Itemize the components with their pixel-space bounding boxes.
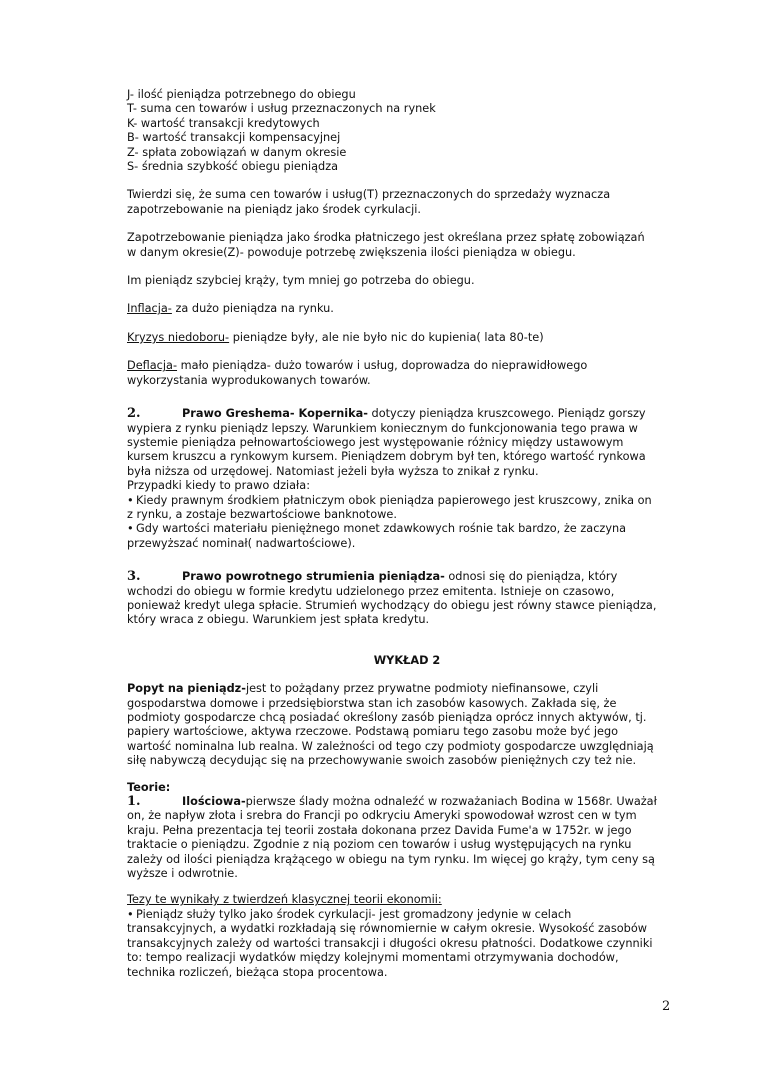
shortage-crisis-definition	[127, 331, 657, 345]
definition-item: B- wartość transakcji kompensacyjnej	[127, 131, 341, 145]
section-2	[127, 407, 657, 479]
term: Popyt na pieniądz-	[127, 682, 246, 696]
term: Deflacja-	[127, 359, 178, 373]
bullet-text: Pieniądz służy tylko jako środek cyrkulacji- jest gromadzony jedynie w celach transakcyjnych, a wydatki rozkładają się równomiernie w całym okresie. Wysokość zasobów transakcyjnych zależy od wartości transakcji i długości okresu płatności. Dodatkowe czynniki to: tempo realizacji wydatków między kolejnymi momentami otrzymywania dochodów, technika rozliczeń, bieżąca stopa procentowa.	[127, 907, 653, 979]
definition-item: S- średnia szybkość obiegu pieniądza	[127, 160, 339, 174]
theory-1	[127, 795, 657, 881]
paragraph: Zapotrzebowanie pieniądza jako środka płatniczego jest określana przez spłatę zobowiązań w danym okresie(Z)- powoduje potrzebę zwiększenia ilości pieniądza w obiegu.	[127, 231, 645, 259]
section-title: Prawo powrotnego strumienia pieniądza-	[182, 570, 445, 584]
definitions-list	[127, 88, 657, 174]
theses-label: Tezy te wynikały z twierdzeń klasycznej teorii ekonomii:	[127, 893, 442, 907]
paragraph: Im pieniądz szybciej krąży, tym mniej go potrzeba do obiegu.	[127, 274, 475, 288]
definition-item: K- wartość transakcji kredytowych	[127, 116, 320, 130]
bullet-icon: •	[127, 493, 134, 507]
bullet-item	[127, 908, 657, 980]
bullet-text: Kiedy prawnym środkiem płatniczym obok pieniądza papierowego jest kruszcowy, znika on z rynku, a zostaje bezwartościowe banknotowe.	[127, 493, 652, 521]
definition-item: T- suma cen towarów i usług przeznaczonych na rynek	[127, 102, 436, 116]
bullet-item	[127, 494, 657, 523]
section-number: 2.	[127, 406, 141, 422]
term-text: mało pieniądza- dużo towarów i usług, doprowadza do nieprawidłowego wykorzystania wyprodukowanych towarów.	[127, 359, 588, 387]
section-title: Ilościowa-	[182, 795, 246, 809]
inflation-definition	[127, 302, 657, 316]
term: Inflacja-	[127, 302, 172, 316]
term-text: pieniądze były, ale nie było nic do kupienia( lata 80-te)	[229, 330, 544, 344]
term-text: za dużo pieniądza na rynku.	[171, 302, 334, 316]
deflation-definition	[127, 359, 657, 388]
lecture-heading: WYKŁAD 2	[373, 653, 441, 667]
section-number: 1.	[127, 794, 141, 810]
bullet-item	[127, 522, 657, 551]
cases-label: Przypadki kiedy to prawo działa:	[127, 479, 311, 493]
term-text: jest to pożądany przez prywatne podmioty niefinansowe, czyli gospodarstwa domowe i przedsiębiorstwa stan ich zasobów kasowych. Zakłada się, że podmioty gospodarcze chcą posiadać określony zasób pieniądza oprócz innych aktywów, tj. papiery wartościowe, aktywa rzeczowe. Podstawą pomiaru tego zasobu może być jego wartość nominalna lub realna. W zależności od tego czy podmioty gospodarcze uwzględniają siłę nabywczą decydując się na przechowywanie swoich zasobów pieniężnych czy też nie.	[127, 682, 654, 768]
theories-label: Teorie:	[127, 780, 171, 794]
section-3	[127, 570, 657, 628]
bullet-icon: •	[127, 522, 134, 536]
bullet-icon: •	[127, 907, 134, 921]
section-text: odnosi się do pieniądza, który wchodzi do obiegu w formie kredytu udzielonego przez emitenta. Istnieje on czasowo, ponieważ kredyt ulega spłacie. Strumień wychodzący do obiegu jest równy stawce pieniądza, który wraca z obiegu. Warunkiem jest spłata kredytu.	[127, 570, 657, 627]
definition-item: J- ilość pieniądza potrzebnego do obiegu	[127, 88, 356, 101]
section-text: dotyczy pieniądza kruszcowego. Pieniądz gorszy wypiera z rynku pieniądz lepszy. Warunkiem koniecznym do funkcjonowania tego prawa w systemie pieniądza pełnowartościowego jest występowanie różnicy między ustawowym kursem kruszcu a rynkowym kursem. Pieniądzem dobrym był ten, którego wartość rynkowa była niższa od urzędowej. Natomiast jeżeli była wyższa to znikał z rynku.	[127, 407, 646, 478]
section-text: pierwsze ślady można odnaleźć w rozważaniach Bodina w 1568r. Uważał on, że napływ złota i srebra do Francji po odkryciu Ameryki spowodował wzrost cen w tym kraju. Pełna prezentacja tej teorii została dokonana przez Davida Fume'a w 1752r. w jego traktacie o pieniądzu. Zgodnie z nią poziom cen towarów i usług występujących na rynku zależy od ilości pieniądza krążącego w obiegu na tym rynku. Im więcej go krąży, tym ceny są wyższe i odwrotnie.	[127, 795, 657, 881]
term: Kryzys niedoboru-	[127, 330, 230, 344]
bullet-text: Gdy wartości materiału pieniężnego monet zdawkowych rośnie tak bardzo, że zaczyna przewyższać nominał( nadwartościowe).	[127, 522, 627, 550]
page-number: 2	[662, 999, 671, 1014]
money-demand-paragraph	[127, 682, 657, 768]
document-page	[127, 88, 657, 980]
section-number: 3.	[127, 569, 141, 585]
definition-item: Z- spłata zobowiązań w danym okresie	[127, 145, 347, 159]
section-title: Prawo Greshema- Kopernika-	[182, 407, 368, 421]
paragraph: Twierdzi się, że suma cen towarów i usług(T) przeznaczonych do sprzedaży wyznacza zapotrzebowanie na pieniądz jako środek cyrkulacji.	[127, 188, 611, 216]
